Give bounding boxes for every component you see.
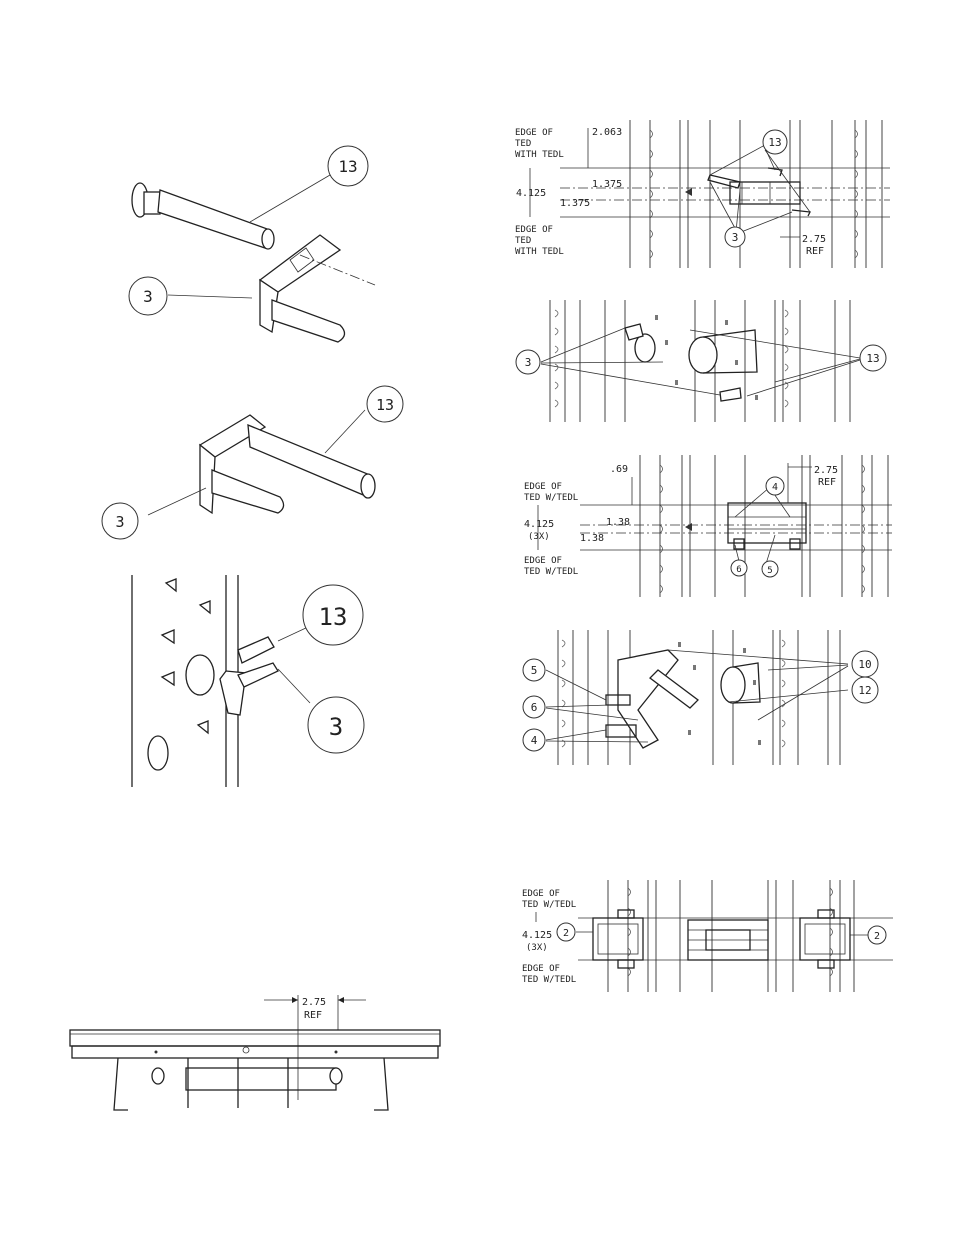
dim-2-75: 2.75 <box>814 465 839 476</box>
dim-edge-of-top: EDGE OF <box>524 482 562 492</box>
dim-4-125: 4.125 <box>524 519 555 530</box>
callout-2-label: 2 <box>562 928 570 939</box>
dim-ted-wtedl-bottom: TED W/TEDL <box>524 567 579 577</box>
callout-13-label: 13 <box>338 157 358 176</box>
callout-4-label: 4 <box>771 482 779 493</box>
dim-edge-of-bottom: EDGE OF <box>515 225 553 235</box>
exploded-pin-and-clip-view <box>100 140 390 350</box>
dim-1-38-upper: 1.38 <box>606 517 631 528</box>
callout-4-label: 4 <box>530 734 538 747</box>
dim-1-375-lower: 1.375 <box>560 198 591 209</box>
dim-ref: REF <box>806 246 825 257</box>
dim-2-063: 2.063 <box>592 127 623 138</box>
dim-2-75: 2.75 <box>802 234 827 245</box>
callout-3-label: 3 <box>143 287 153 306</box>
isometric-rack-view-pins <box>515 300 895 422</box>
dim-ted-wtedl-top: TED W/TEDL <box>524 493 579 503</box>
dim-3x: (3X) <box>526 943 548 953</box>
dim-with-tedl-bottom: WITH TEDL <box>515 247 564 257</box>
upright-closeup-view <box>128 575 398 787</box>
callout-3-label: 3 <box>115 513 125 531</box>
dim-ref: REF <box>304 1010 323 1021</box>
dim-3x: (3X) <box>528 532 550 542</box>
callout-2-label: 2 <box>873 931 881 942</box>
callout-3-label: 3 <box>524 356 532 369</box>
dim-ted-top: TED <box>515 139 532 149</box>
callout-13-label: 13 <box>318 603 348 631</box>
isometric-rack-view-braces <box>518 630 888 765</box>
dim-edge-of-top: EDGE OF <box>522 889 560 899</box>
callout-5-label: 5 <box>767 566 773 576</box>
dim-edge-of-bottom: EDGE OF <box>522 964 560 974</box>
callout-13-label: 13 <box>375 396 395 414</box>
dim-ted-wtedl-bottom: TED W/TEDL <box>522 975 577 985</box>
dim-edge-of-bottom: EDGE OF <box>524 556 562 566</box>
dim-ted-wtedl-top: TED W/TEDL <box>522 900 577 910</box>
assembled-pin-and-clip-view <box>100 385 410 545</box>
callout-3-label: 3 <box>731 231 739 244</box>
dim-2-75: 2.75 <box>302 997 327 1008</box>
plan-view-plates <box>518 880 893 992</box>
callout-6-label: 6 <box>530 701 538 714</box>
dim-0-69: .69 <box>610 464 629 475</box>
callout-5-label: 5 <box>530 664 538 677</box>
callout-13-label: 13 <box>768 136 782 149</box>
dim-edge-of-top: EDGE OF <box>515 128 553 138</box>
callout-10-label: 10 <box>858 658 872 671</box>
dim-1-375-upper: 1.375 <box>592 179 623 190</box>
dim-ref: REF <box>818 477 837 488</box>
plan-view-brace-dimensions <box>520 455 892 597</box>
callout-13-label: 13 <box>866 352 880 365</box>
dim-4-125: 4.125 <box>516 188 547 199</box>
plan-view-pin-clip-dimensions <box>510 120 890 268</box>
callout-3-label: 3 <box>328 713 344 741</box>
callout-6-label: 6 <box>736 565 742 575</box>
dim-4-125: 4.125 <box>522 930 553 941</box>
dim-with-tedl-top: WITH TEDL <box>515 150 564 160</box>
side-elevation-view <box>66 990 446 1115</box>
callout-12-label: 12 <box>858 684 872 697</box>
dim-ted-bottom: TED <box>515 236 532 246</box>
dim-1-38-lower: 1.38 <box>580 533 605 544</box>
